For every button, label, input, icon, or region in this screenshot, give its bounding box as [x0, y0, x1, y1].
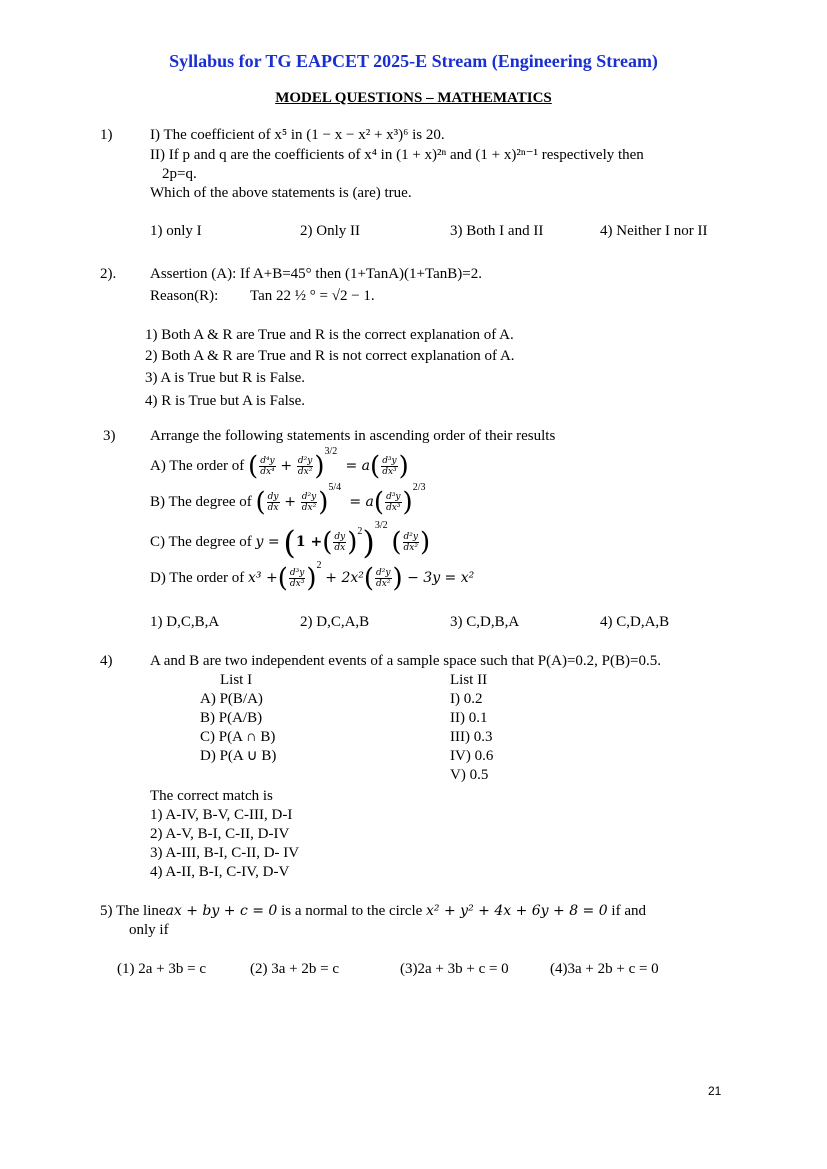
list-2-item: V) 0.5 — [450, 767, 489, 783]
option-3: 3) Both I and II — [450, 223, 544, 239]
list-1-item: C) P(A ∩ B) — [200, 729, 276, 745]
option-2: 2) Both A & R are True and R is not correct explanation of A. — [145, 348, 515, 364]
list-1-item: A) P(B/A) — [200, 691, 263, 707]
option-1: 1) A-IV, B-V, C-III, D-I — [150, 807, 293, 823]
option-2: (2) 3a + 2b = c — [250, 961, 339, 977]
stem-cont: only if — [129, 922, 169, 938]
question-stem: A and B are two independent events of a sample space such that P(A)=0.2, P(B)=0.5. — [150, 653, 661, 669]
list-2-item: II) 0.1 — [450, 710, 488, 726]
match-label: The correct match is — [150, 788, 273, 804]
statement-b-label: B) The degree of — [150, 494, 252, 510]
question-number: 5) — [100, 903, 113, 919]
statement-i: I) The coefficient of x⁵ in (1 − x − x² + x³)⁶ is 20. — [150, 127, 445, 143]
option-2: 2) D,C,A,B — [300, 614, 370, 630]
option-4: 4) C,D,A,B — [600, 614, 670, 630]
page-number: 21 — [708, 1084, 722, 1098]
option-1: 1) Both A & R are True and R is the correct explanation of A. — [145, 327, 514, 343]
statement-c-label: C) The degree of — [150, 534, 252, 550]
option-3: 3) A is True but R is False. — [145, 370, 306, 386]
question-stem — [100, 902, 646, 920]
equation-b: ( $\frac{dy}{dx}$ + $\frac{\text{d²y}}{\text{dx²}}$ )$^{5/4}$ = a( $\frac{\text{d³y}}{\text{dx³}}$ )$^{2/3}$ — [255, 482, 426, 518]
option-1: 1) D,C,B,A — [150, 614, 220, 630]
assertion: Assertion (A): If A+B=45° then (1+TanA)(1+TanB)=2. — [150, 266, 482, 282]
stem-post: if and — [611, 903, 646, 919]
option-2: 2) A-V, B-I, C-II, D-IV — [150, 826, 290, 842]
statement-c — [150, 520, 431, 562]
option-4: 4) Neither I nor II — [600, 223, 708, 239]
option-1: (1) 2a + 3b = c — [117, 961, 206, 977]
list-1-item: B) P(A/B) — [200, 710, 263, 726]
section-heading: MODEL QUESTIONS – MATHEMATICS — [275, 90, 552, 106]
option-3: (3)2a + 3b + c = 0 — [400, 961, 509, 977]
statement-a-label: A) The order of — [150, 458, 245, 474]
option-4: 4) A-II, B-I, C-IV, D-V — [150, 864, 290, 880]
option-3: 3) A-III, B-I, C-II, D- IV — [150, 845, 300, 861]
list-2-header: List II — [450, 672, 488, 688]
question-stem: Arrange the following statements in ascending order of their results — [150, 428, 556, 444]
equation-d: x³ +( $\frac{\text{d³y}}{\text{dx³}}$ )$^2$ + 2x²( $\frac{\text{d²y}}{\text{dx²}}$ ) − 3y = x² — [248, 560, 475, 594]
question-number: 3) — [103, 428, 116, 444]
statement-ii: II) If p and q are the coefficients of x⁴ in (1 + x)²ⁿ and (1 + x)²ⁿ⁻¹ respectively then — [150, 147, 644, 163]
list-1-item: D) P(A ∪ B) — [200, 748, 277, 764]
option-3: 3) C,D,B,A — [450, 614, 520, 630]
stem-mid: is a normal to the circle — [281, 903, 423, 919]
statement-ii-cont: 2p=q. — [162, 166, 197, 182]
statement-d-label: D) The order of — [150, 570, 245, 586]
option-4: (4)3a + 2b + c = 0 — [550, 961, 659, 977]
option-4: 4) R is True but A is False. — [145, 393, 306, 409]
equation-c: y = (1 +( $\frac{dy}{dx}$ )$^2$)$^{3/2}$ ( $\frac{\text{d²y}}{\text{dx²}}$ ) — [255, 520, 431, 562]
question-number: 4) — [100, 653, 113, 669]
question-number: 1) — [100, 127, 113, 143]
option-1: 1) only I — [150, 223, 202, 239]
list-2-item: IV) 0.6 — [450, 748, 494, 764]
list-1-header: List I — [220, 672, 253, 688]
page-title: Syllabus for TG EAPCET 2025-E Stream (Engineering Stream) — [169, 51, 658, 71]
list-2-item: III) 0.3 — [450, 729, 493, 745]
statement-d — [150, 560, 475, 594]
statement-b — [150, 482, 426, 518]
circle-equation: x² + y² + 4x + 6y + 8 = 0 — [426, 903, 608, 919]
list-2-item: I) 0.2 — [450, 691, 483, 707]
question-number: 2). — [100, 266, 117, 282]
equation-a: ( $\frac{\text{d⁴y}}{\text{dx⁴}}$ + $\frac{\text{d²y}}{\text{dx²}}$ )$^{3/2}$ = a( $\frac{\text{d³y}}{\text{dx³}}$ ) — [248, 446, 409, 482]
line-equation: ax + by + c = 0 — [165, 903, 278, 919]
option-2: 2) Only II — [300, 223, 360, 239]
stem-pre: The line — [115, 903, 166, 919]
statement-a — [150, 446, 409, 482]
question-prompt: Which of the above statements is (are) true. — [150, 185, 412, 201]
reason-label: Reason(R): — [150, 288, 219, 304]
reason: Tan 22 ½ ° = √2 − 1. — [250, 288, 375, 304]
